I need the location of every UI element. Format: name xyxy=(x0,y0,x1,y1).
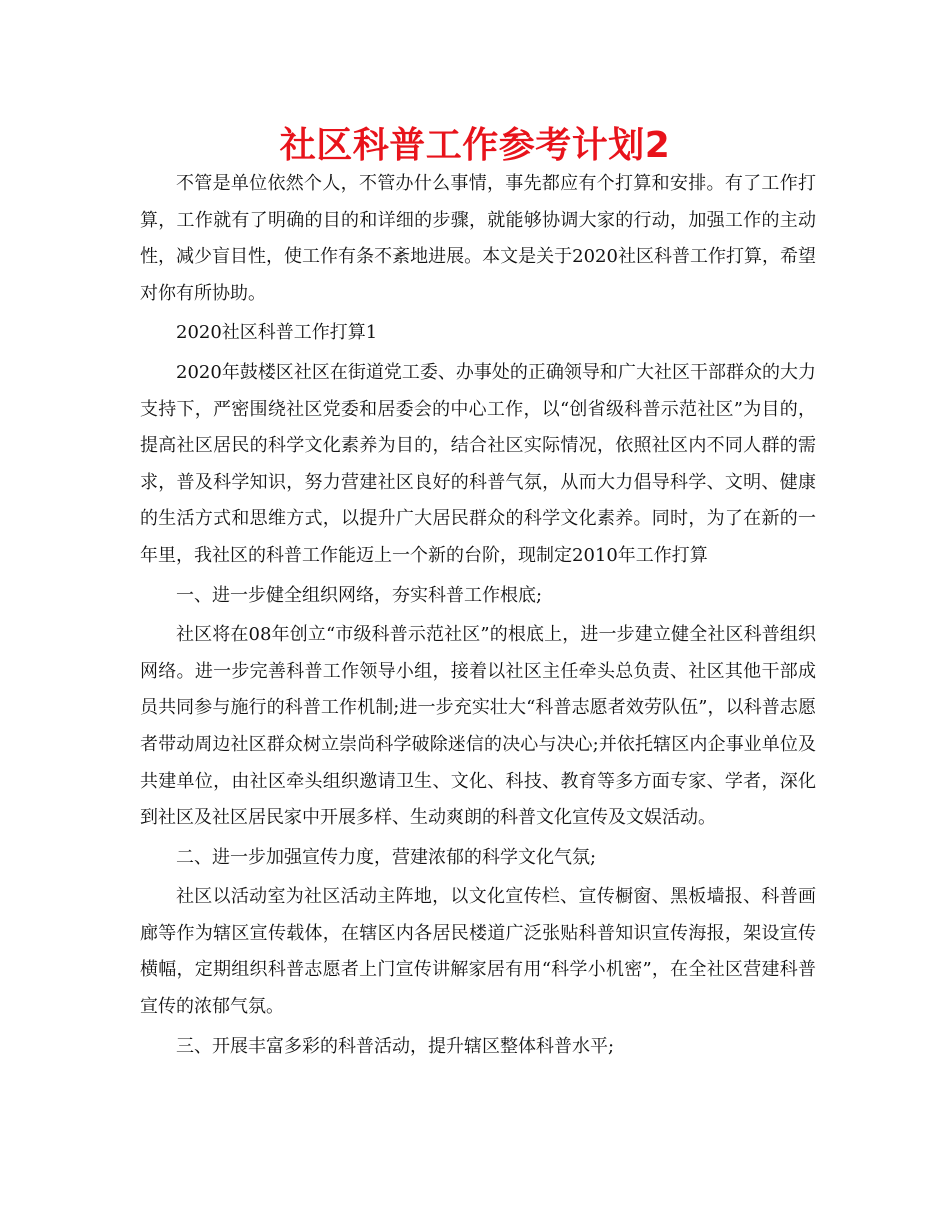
paragraph-plan-overview: 2020年鼓楼区社区在街道党工委、办事处的正确领导和广大社区干部群众的大力支持下，严密围绕社区党委和居委会的中心工作，以“创省级科普示范社区”为目的，提高社区居民的科学文化素养为目的，结合社区实际情况，依照社区内不同人群的需求，普及科学知识，努力营建社区良好的科普气氛，从而大力倡导科学、文明、健康的生活方式和思维方式，以提升广大居民群众的科学文化素养。同时，为了在新的一年里，我社区的科普工作能迈上一个新的台阶，现制定2010年工作打算 xyxy=(140,361,816,566)
section-heading-3: 三、开展丰富多彩的科普活动，提升辖区整体科普水平; xyxy=(176,1035,615,1057)
paragraph-intro: 不管是单位依然个人，不管办什么事情，事先都应有个打算和安排。有了工作打算，工作就有了明确的目的和详细的步骤，就能够协调大家的行动，加强工作的主动性，减少盲目性，使工作有条不紊地进展。本文是关于2020社区科普工作打算，希望对你有所协助。 xyxy=(140,173,816,304)
paragraph-section-1: 社区将在08年创立“市级科普示范社区”的根底上，进一步建立健全社区科普组织网络。进一步完善科普工作领导小组，接着以社区主任牵头总负责、社区其他干部成员共同参与施行的科普工作机制;进一步充实壮大“科普志愿者效劳队伍”，以科普志愿者带动周边社区群众树立崇尚科学破除迷信的决心与决心;并依托辖区内企事业单位及共建单位，由社区牵头组织邀请卫生、文化、科技、教育等多方面专家、学者，深化到社区及社区居民家中开展多样、生动爽朗的科普文化宣传及文娱活动。 xyxy=(140,624,816,829)
document-body xyxy=(140,166,816,1068)
paragraph-plan-heading: 2020社区科普工作打算1 xyxy=(176,322,378,344)
section-heading-2: 二、进一步加强宣传力度，营建浓郁的科学文化气氛; xyxy=(176,846,597,868)
paragraph-section-2: 社区以活动室为社区活动主阵地，以文化宣传栏、宣传橱窗、黑板墙报、科普画廊等作为辖区宣传载体，在辖区内各居民楼道广泛张贴科普知识宣传海报，架设宣传横幅，定期组织科普志愿者上门宣传讲解家居有用“科学小机密”，在全社区营建科普宣传的浓郁气氛。 xyxy=(140,886,816,1018)
section-heading-1: 一、进一步健全组织网络，夯实科普工作根底; xyxy=(176,584,543,606)
document-title: 社区科普工作参考计划2 xyxy=(279,125,671,166)
